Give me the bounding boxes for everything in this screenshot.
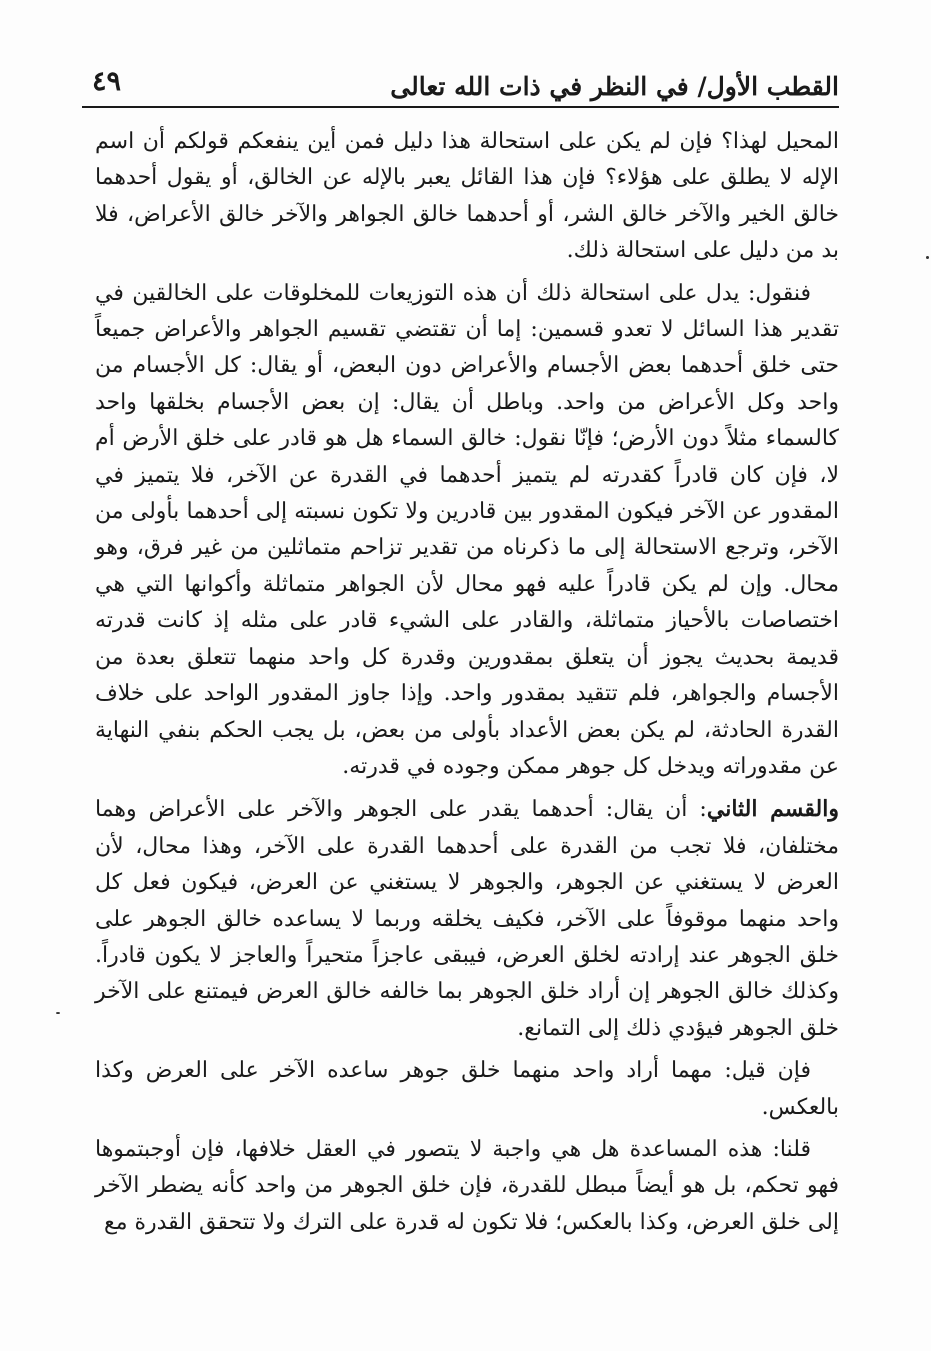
scan-speck (926, 256, 929, 259)
paragraph-3-text: : أن يقال: أحدهما يقدر على الجوهر والآخر على الأعراض وهما مختلفان، فلا تجب من القدرة على أحدهما القدرة على الآخر، وهذا محال، لأن العرض لا يستغني عن الجوهر، والجوهر لا يستغني عن العرض، فيكون فعل كل واحد منهما موقوفاً على الآخر، فكيف يخلقه وربما لا يساعده خالق الجوهر على خلق الجوهر عند إرادته لخلق العرض، فيبقى عاجزاً متحيراً والعاجز لا يكون قادراً. وكذلك خالق الجوهر إن أراد خلق الجوهر بما خالفه خالق العرض فيمتنع على الآخر خلق الجوهر فيؤدي ذلك إلى التمانع. (95, 797, 839, 1041)
paragraph-4-text: فإن قيل: مهما أراد واحد منهما خلق جوهر ساعده الآخر على العرض وكذا بالعكس. (95, 1058, 839, 1120)
paragraph-4 (95, 1053, 839, 1126)
header-title: القطب الأول/ في النظر في ذات الله تعالى (390, 72, 839, 101)
paragraph-5 (95, 1132, 839, 1241)
paragraph-3 (95, 791, 839, 1047)
scan-speck (56, 1012, 60, 1014)
paragraph-5-text: قلنا: هذه المساعدة هل هي واجبة لا يتصور في العقل خلافها، فإن أوجبتموها فهو تحكم، بل هو أيضاً مبطل للقدرة، فإن خلق الجوهر من واحد كأنه يضطر الآخر إلى خلق العرض، وكذا بالعكس؛ فلا تكون له قدرة على الترك ولا تتحقق القدرة مع (95, 1136, 839, 1235)
paragraph-3-lead: والقسم الثاني (706, 796, 839, 823)
body-text (95, 124, 839, 1247)
paragraph-1-text: المحيل لهذا؟ فإن لم يكن على استحالة هذا دليل فمن أين ينفعكم قولكم أن اسم الإله لا يطلق على هؤلاء؟ فإن هذا القائل يعبر بالإله عن الخالق، أو يقول أحدهما خالق الخير والآخر خالق الشر، أو أحدهما خالق الجواهر والآخر خالق الأعراض، فلا بد من دليل على استحالة ذلك. (95, 129, 839, 264)
running-header (82, 66, 839, 108)
paragraph-2-text: فنقول: يدل على استحالة ذلك أن هذه التوزيعات للمخلوقات على الخالقين في تقدير هذا السائل لا تعدو قسمين: إما أن تقتضي تقسيم الجواهر والأعراض جميعاً حتى خلق أحدهما بعض الأجسام والأعراض دون البعض، أو يقال: كل الأجسام من واحد وكل الأعراض من واحد. وباطل أن يقال: إن بعض الأجسام بخلقها واحد كالسماء مثلاً دون الأرض؛ فإنّا نقول: خالق السماء هل هو قادر على خلق الأرض أم لا، فإن كان قادراً كقدرته لم يتميز أحدهما في القدرة عن الآخر، فلا يتميز في المقدور عن الآخر فيكون المقدور بين قادرين ولا تكون نسبته إلى أحدهما بأولى من الآخر، وترجع الاستحالة إلى ما ذكرناه من تقدير تزاحم متماثلين من غير فرق، وهو محال. وإن لم يكن قادراً عليه فهو محال لأن الجواهر متماثلة وأكوانها التي هي اختصاصات بالأحياز متماثلة، والقادر على الشيء قادر على مثله إذ كانت قدرته قديمة بحديث يجوز أن يتعلق بمقدورين وقدرة كل واحد منهما تتعلق بعدة من الأجسام والجواهر، فلم تتقيد بمقدور واحد. وإذا جاوز المقدور الواحد على خلاف القدرة الحادثة، لم يكن بعض الأعداد بأولى من بعض، بل يجب الحكم بنفي النهاية عن مقدوراته ويدخل كل جوهر ممكن وجوده في قدرته. (95, 280, 839, 779)
page-number: ٤٩ (92, 66, 122, 97)
paragraph-2 (95, 276, 839, 786)
paragraph-1 (95, 124, 839, 270)
